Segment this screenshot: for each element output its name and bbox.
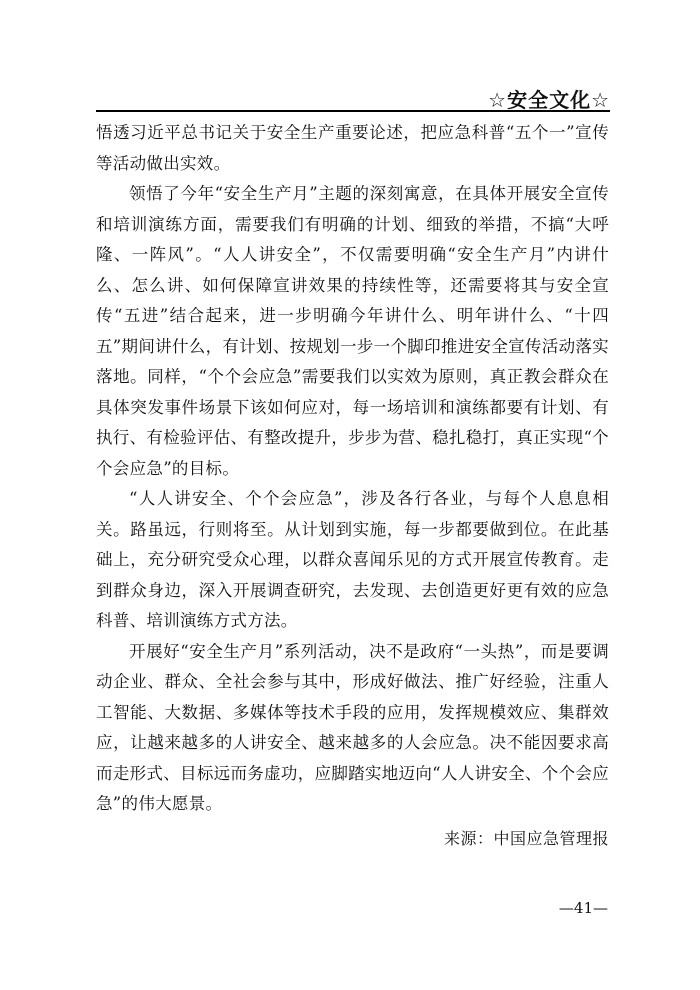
paragraph: 领悟了今年“安全生产月”主题的深刻寓意，在具体开展安全宣传和培训演练方面，需要我们有明确的计划、细致的举措，不搞“大呼隆、一阵风”。“人人讲安全”，不仅需要明确“安全生产月”内讲什么、怎么讲、如何保障宣讲效果的持续性等，还需要将其与安全宣传“五进”结合起来，进一步明确今年讲什么、明年讲什么、“十四五”期间讲什么，有计划、按规划一步一个脚印推进安全宣传活动落实落地。同样，“个个会应急”需要我们以实效为原则，真正教会群众在具体突发事件场景下该如何应对，每一场培训和演练都要有计划、有执行、有检验评估、有整改提升，步步为营、稳扎稳打，真正实现“个个会应急”的目标。 (96, 184, 609, 478)
page-number: —41— (558, 899, 608, 917)
section-title: ☆安全文化☆ (488, 88, 610, 112)
paragraph-continued: 悟透习近平总书记关于安全生产重要论述，把应急科普“五个一”宣传等活动做出实效。 (96, 123, 609, 173)
paragraph: 开展好“安全生产月”系列活动，决不是政府“一头热”，而是要调动企业、群众、全社会参与其中，形成好做法、推广好经验，注重人工智能、大数据、多媒体等技术手段的应用，发挥规模效应、集群效应，让越来越多的人讲安全、越来越多的人会应急。决不能因要求高而走形式、目标远而务虚功，应脚踏实地迈向“人人讲安全、个个会应急”的伟大愿景。 (96, 641, 609, 813)
article-body (96, 118, 609, 820)
source-attribution: 来源：中国应急管理报 (443, 829, 609, 848)
header-rule (96, 110, 610, 112)
page-header (96, 78, 610, 112)
paragraph: “人人讲安全、个个会应急”，涉及各行各业，与每个人息息相关。路虽远，行则将至。从计划到实施，每一步都要做到位。在此基础上，充分研究受众心理，以群众喜闻乐见的方式开展宣传教育。走到群众身边，深入开展调查研究，去发现、去创造更好更有效的应急科普、培训演练方式方法。 (96, 489, 609, 630)
